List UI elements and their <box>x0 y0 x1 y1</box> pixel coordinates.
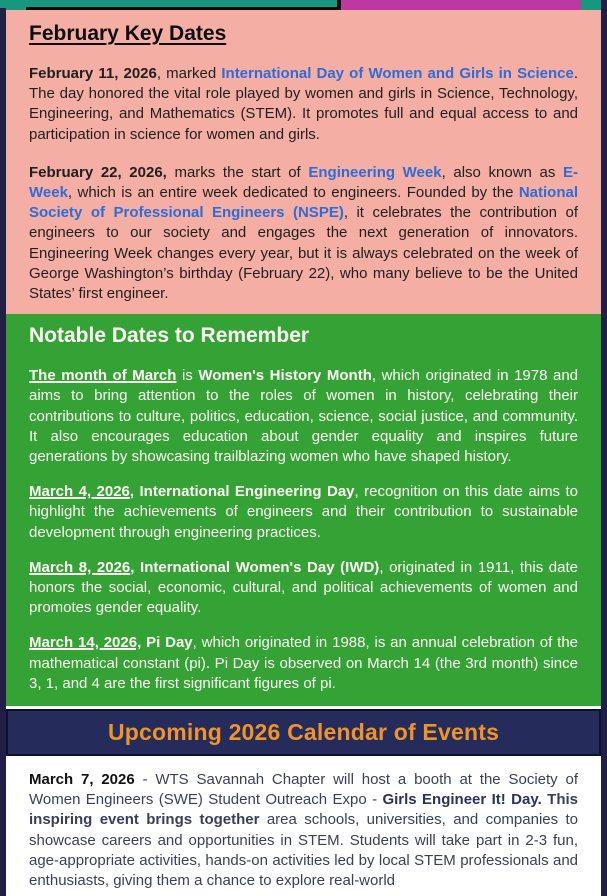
text-segment: Women's History Month <box>198 367 372 385</box>
paragraph-month-of-march <box>29 366 578 467</box>
top-decorative-strip <box>0 0 607 10</box>
text-segment: , which originated in 1988, is an annual celebration of the mathematical constant (pi). Pi Day is observed on March 14 (the 3rd month) since 3, 1, and 4 are the first significant figures of pi. <box>29 634 579 692</box>
february-key-dates-heading: February Key Dates <box>29 22 227 45</box>
inline-link[interactable]: E-Week <box>29 163 578 202</box>
text-segment: , International Women's Day (IWD) <box>130 558 380 576</box>
text-segment: This inspiring event brings together <box>29 791 578 829</box>
paragraph-february-11 <box>29 64 578 145</box>
text-segment: March 8, 2026 <box>29 558 131 576</box>
inline-link[interactable]: International Day of Women and Girls in Science <box>221 65 574 82</box>
text-segment: February 22, 2026, <box>29 163 167 181</box>
paragraph-february-22 <box>29 163 578 304</box>
text-segment: Girls Engineer It! Day. <box>382 791 542 809</box>
text-segment: March 7, 2026 <box>29 771 135 789</box>
page-content <box>6 10 601 896</box>
notable-dates-section <box>6 314 601 706</box>
text-segment: , it celebrates the contribution of engineers to our society and engages the next generation of innovators. Engineering Week changes every year, but it is always celebrated on the week of George Washington’s birthday (February 22), who many believe to be the United States’ first engineer. <box>29 204 579 303</box>
page-border-left <box>0 8 6 896</box>
february-key-dates-section <box>6 10 601 314</box>
text-segment: - WTS Savannah Chapter will host a booth at the Society of Women Engineers (SWE) Student Outreach Expo - <box>29 771 578 809</box>
text-segment: marks the start of <box>166 163 309 181</box>
paragraph-march-14 <box>29 633 578 694</box>
events-banner-title: Upcoming 2026 Calendar of Events <box>107 719 500 746</box>
text-segment: February 11, 2026 <box>29 65 157 82</box>
text-segment: , International Engineering Day <box>129 483 355 501</box>
strip-black-edge <box>337 0 341 10</box>
text-segment: , marked <box>156 65 222 82</box>
text-segment: March 14, 2026, <box>29 634 142 652</box>
paragraph-march-7-event <box>29 770 578 891</box>
march7-event-section <box>6 760 601 896</box>
text-segment: The month of March <box>29 367 177 385</box>
paragraph-march-4 <box>29 482 578 543</box>
text-segment: is <box>176 367 199 385</box>
text-segment: March 4, 2026 <box>29 483 130 501</box>
page-border-right <box>601 0 607 896</box>
text-segment: , originated in 1911, this date honors the social, economic, cultural, and political achievements of women and promotes gender equality. <box>29 558 578 617</box>
inline-link[interactable]: National Society of Professional Engineers (NSPE) <box>29 184 578 222</box>
paragraph-march-8 <box>29 558 578 619</box>
events-banner <box>6 709 601 756</box>
text-segment: , recognition on this date aims to highlight the achievements of engineers and their contribution to sustainable development through engineering practices. <box>29 483 578 541</box>
text-segment: , also known as <box>441 163 563 181</box>
text-segment: . The day honored the vital role played by women and girls in Science, Technology, Engineering, and Mathematics (STEM). It promotes full and equal access to and participation in science for women and girls. <box>29 65 578 143</box>
inline-link[interactable]: Engineering Week <box>308 163 442 181</box>
text-segment: , which originated in 1978 and aims to bring attention to the roles of women in history, celebrating their contributions to culture, politics, education, science, social justice, and community. It also encourages education about gender equality and inspires future generations by showcasing trailblazing women who have shaped history. <box>29 367 579 466</box>
text-segment: area schools, universities, and companies to showcase careers and opportunities in STEM. Students will take part in 2-3 fun, age-appropriate activities, hands-on activities led by local STEM professionals and enthusiasts, giving them a chance to explore real-world <box>29 811 579 890</box>
text-segment: , which is an entire week dedicated to engineers. Founded by the <box>67 184 519 202</box>
text-segment: Pi Day <box>141 634 193 652</box>
notable-dates-heading: Notable Dates to Remember <box>29 324 310 348</box>
